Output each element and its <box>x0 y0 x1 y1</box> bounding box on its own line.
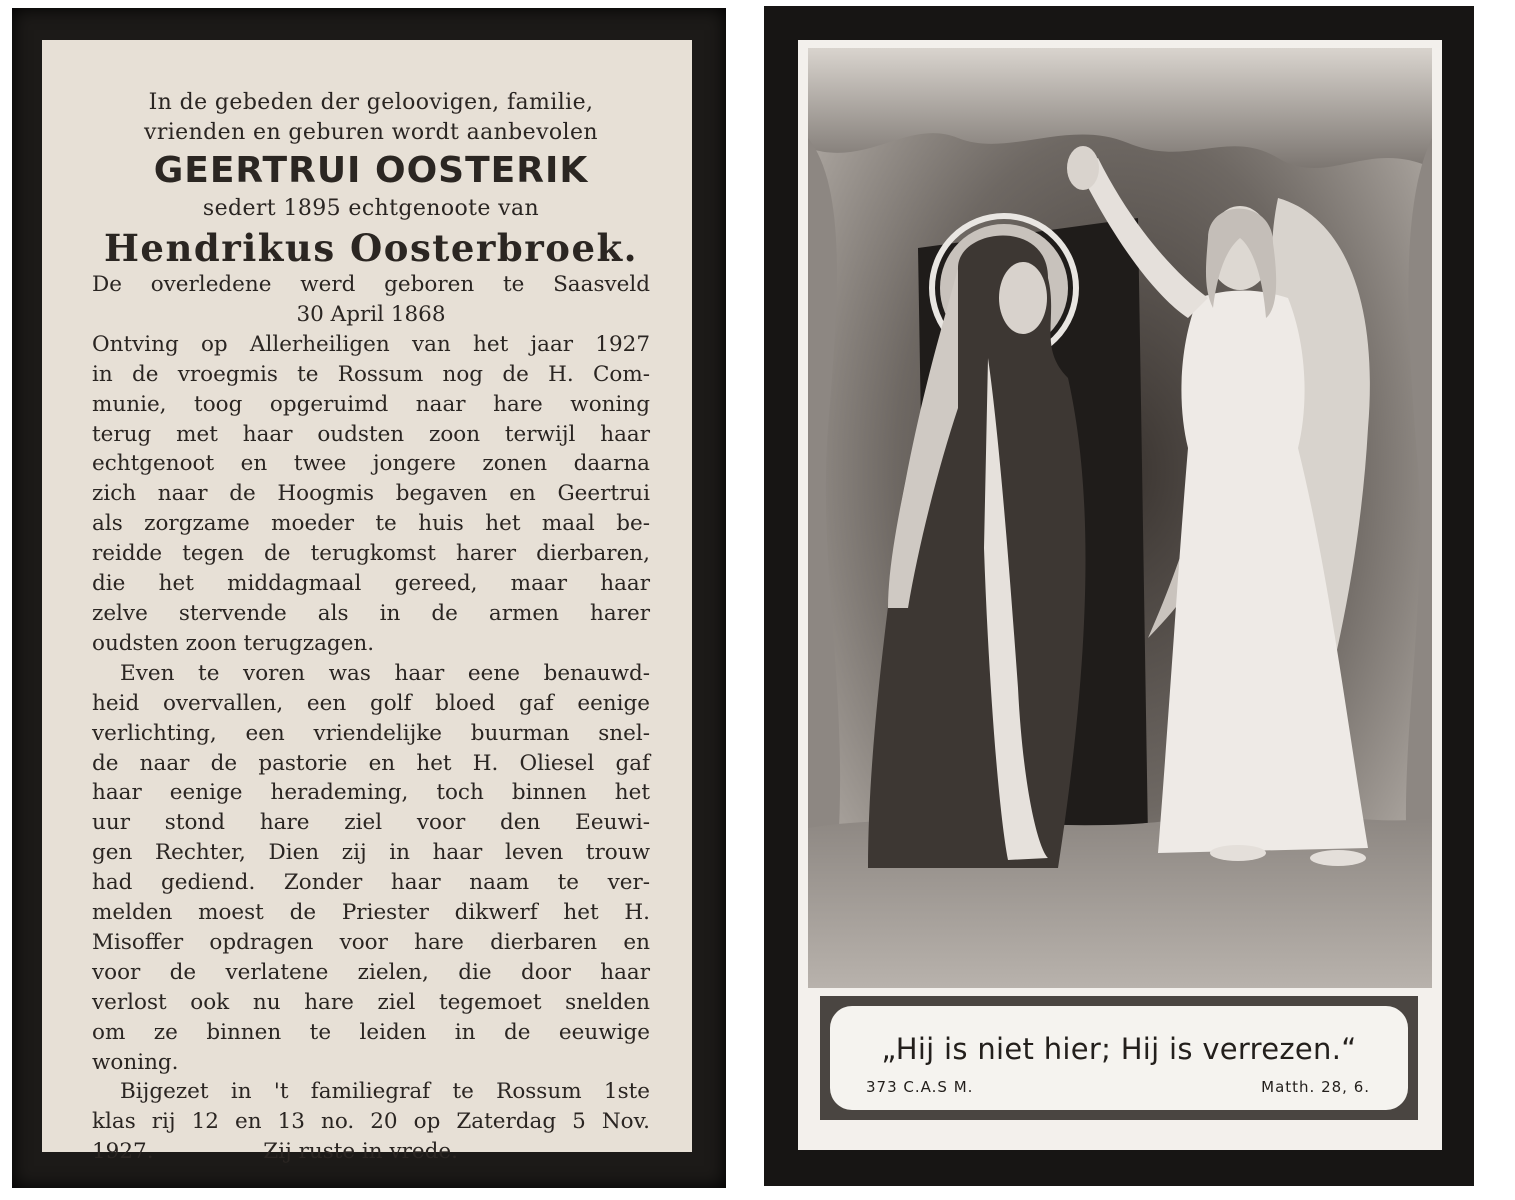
text-line: in de vroegmis te Rossum nog de H. Com- <box>92 361 650 387</box>
text-line: oudsten zoon terugzagen. <box>92 630 375 656</box>
text-line: terug met haar oudsten zoon terwijl haar <box>92 421 650 447</box>
text-line: zelve stervende als in de armen harer <box>92 600 650 626</box>
scripture-quote: „Hij is niet hier; Hij is verrezen.“ <box>881 1032 1357 1066</box>
text-line: Ontving op Allerheiligen van het jaar 1927 <box>92 331 650 357</box>
spouse-name: Hendrikus Oosterbroek. <box>103 226 639 270</box>
caption-box <box>820 996 1418 1120</box>
text-line: haar eenige herademing, toch binnen het <box>92 780 650 806</box>
illustration-svg <box>808 48 1432 988</box>
scripture-reference: Matth. 28, 6. <box>1261 1078 1370 1096</box>
caption-inner <box>830 1006 1408 1110</box>
intro-line-1: In de gebeden der geloovigen, familie, <box>148 90 594 115</box>
text-line: verlost ook nu hare ziel tegemoet snelden <box>92 989 650 1015</box>
text-line: voor de verlatene zielen, die door haar <box>92 959 650 985</box>
text-line: uur stond hare ziel voor den Eeuwi- <box>92 810 650 836</box>
closing-prayer: Zij ruste in vrede. <box>263 1139 458 1165</box>
paragraph-1 <box>92 330 650 659</box>
text-line: echtgenoot en twee jongere zonen daarna <box>92 451 650 477</box>
memorial-card-image-side <box>764 6 1474 1186</box>
text-line: reidde tegen de terugkomst harer dierbaren, <box>92 541 650 567</box>
text-line: had gediend. Zonder haar naam te ver- <box>92 870 650 896</box>
birth-info <box>92 270 650 330</box>
angel-at-tomb-illustration <box>808 48 1432 988</box>
text-line: als zorgzame moeder te huis het maal be- <box>92 511 650 537</box>
text-line: gen Rechter, Dien zij in haar leven trouw <box>92 840 650 866</box>
text-line: klas rij 12 en 13 no. 20 op Zaterdag 5 Nov. <box>92 1109 650 1135</box>
text-line: heid overvallen, een golf bloed gaf eenige <box>92 690 650 716</box>
publisher-code: 373 C.A.S M. <box>866 1078 974 1096</box>
text-line: munie, toog opgeruimd naar hare woning <box>92 391 650 417</box>
paragraph-3 <box>92 1077 650 1137</box>
intro-line-2: vrienden en geburen wordt aanbevolen <box>144 120 598 145</box>
text-line: Misoffer opdragen voor hare dierbaren en <box>92 929 650 955</box>
text-line: melden moest de Priester dikwerf het H. <box>92 900 650 926</box>
birth-date: 30 April 1868 <box>296 301 446 327</box>
closing-line <box>92 1137 650 1167</box>
text-line: Bijgezet in 't familiegraf te Rossum 1ste <box>120 1079 650 1105</box>
since-line: sedert 1895 echtgenoote van <box>202 196 540 221</box>
text-line: woning. <box>92 1049 179 1075</box>
text-panel <box>42 40 692 1165</box>
deceased-name: GEERTRUI OOSTERIK <box>153 150 589 191</box>
text-line: om ze binnen te leiden in de eeuwige <box>92 1019 650 1045</box>
closing-year: 1927. <box>92 1139 154 1165</box>
text-line: die het middagmaal gereed, maar haar <box>92 571 650 597</box>
birth-line-1: De overledene werd geboren te Saasveld <box>92 272 650 297</box>
text-line: de naar de pastorie en het H. Oliesel gaf <box>92 750 650 776</box>
image-frame <box>798 40 1442 1150</box>
paragraph-2 <box>92 659 650 1078</box>
memorial-card-text-side <box>12 8 726 1188</box>
text-line: Even te voren was haar eene benauwd- <box>120 660 650 686</box>
text-line: zich naar de Hoogmis begaven en Geertrui <box>92 481 650 507</box>
text-line: verlichting, een vriendelijke buurman snel- <box>92 720 650 746</box>
